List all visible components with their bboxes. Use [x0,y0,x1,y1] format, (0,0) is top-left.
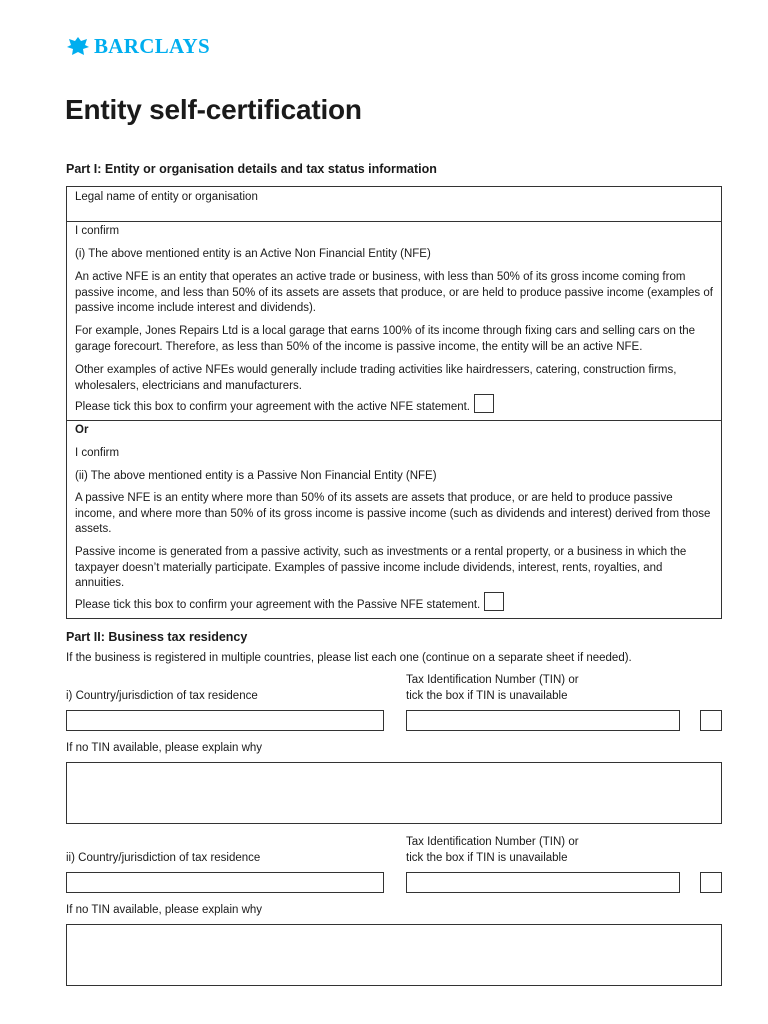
country-input-2[interactable] [66,872,384,893]
active-nfe-checkbox[interactable] [474,394,494,413]
country-label-2: ii) Country/jurisdiction of tax residence [66,852,261,864]
active-nfe-section [66,221,722,421]
active-other-examples: Other examples of active NFEs would generally include trading activities like hairdressers, catering, construction firms, wholesalers, electricians and manufacturers. [75,364,677,392]
country-label-1: i) Country/jurisdiction of tax residence [66,690,258,702]
explain-label-2: If no TIN available, please explain why [66,904,263,916]
active-confirm-text: I confirm [75,225,120,237]
active-example: For example, Jones Repairs Ltd is a local garage that earns 100% of its income through fixing cars and selling cars on the garage forecourt. Therefore, as less than 50% of the income is passive income, the entity will be an active NFE. [75,325,696,353]
passive-nfe-section [66,420,722,619]
eagle-icon [66,35,90,59]
part2-heading: Part II: Business tax residency [66,630,248,644]
or-label: Or [75,424,89,436]
barclays-logo [66,34,210,59]
explain-textarea-2[interactable] [66,924,722,986]
passive-nfe-checkbox[interactable] [484,592,504,611]
passive-definition: A passive NFE is an entity where more than 50% of its assets are assets that produce, or are held to produce passive income, and where more than 50% of its gross income is passive income (such as dividends and interest) derived from those assets. [75,492,711,536]
part1-heading: Part I: Entity or organisation details and tax status information [66,162,437,176]
active-statement: (i) The above mentioned entity is an Active Non Financial Entity (NFE) [75,248,431,260]
part2-intro: If the business is registered in multiple countries, please list each one (continue on a separate sheet if needed). [66,652,632,664]
active-definition: An active NFE is an entity that operates an active trade or business, with less than 50% of its gross income coming from passive income, and less than 50% of its assets are assets that produce, or are held to produce passive income (examples of passive income include interest and dividends). [75,271,713,315]
tin-label-1-line2: tick the box if TIN is unavailable [406,690,568,702]
passive-income-explanation: Passive income is generated from a passive activity, such as investments or a rental property, or a business in which the taxpayer doesn’t materially participate. Examples of passive income include dividends, interest, rents, royalties, and annuities. [75,546,687,590]
tin-label-2-line2: tick the box if TIN is unavailable [406,852,568,864]
explain-label-1: If no TIN available, please explain why [66,742,263,754]
page-title: Entity self-certification [65,94,362,125]
brand-name: BARCLAYS [94,34,210,58]
passive-tick-label: Please tick this box to confirm your agreement with the Passive NFE statement. [75,599,481,611]
tin-label-1-line1: Tax Identification Number (TIN) or [406,674,579,686]
legal-name-label: Legal name of entity or organisation [75,191,258,203]
explain-textarea-1[interactable] [66,762,722,824]
tin-unavailable-checkbox-1[interactable] [700,710,722,731]
tin-label-2-line1: Tax Identification Number (TIN) or [406,836,579,848]
active-tick-label: Please tick this box to confirm your agreement with the active NFE statement. [75,401,471,413]
passive-confirm-text: I confirm [75,447,120,459]
tin-input-2[interactable] [406,872,680,893]
tin-input-1[interactable] [406,710,680,731]
country-input-1[interactable] [66,710,384,731]
legal-name-field[interactable] [66,186,722,222]
tin-unavailable-checkbox-2[interactable] [700,872,722,893]
passive-statement: (ii) The above mentioned entity is a Passive Non Financial Entity (NFE) [75,470,437,482]
